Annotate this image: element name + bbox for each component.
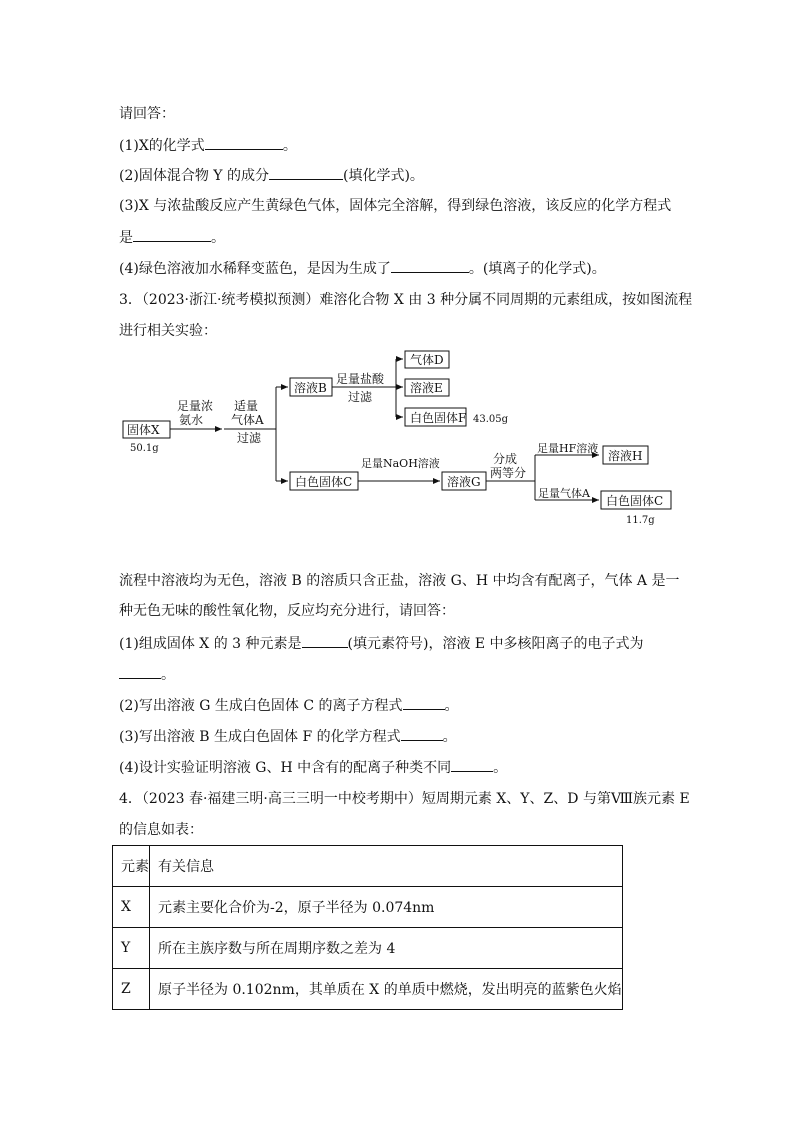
sol-h-label: 溶液H: [608, 449, 643, 463]
answer-blank[interactable]: [451, 757, 493, 772]
table-header-element: 元素: [113, 846, 150, 887]
q2-part3-cont: 是 。: [119, 227, 225, 248]
gas-a-label-2: 气体A: [231, 413, 264, 427]
filter-label-1: 过滤: [237, 431, 262, 445]
hcl-label: 足量盐酸: [336, 372, 385, 386]
table-cell-element: X: [113, 887, 150, 928]
q3-heading: 3．（2023·浙江·统考模拟预测）难溶化合物 X 由 3 种分属不同周期的元素组成，按如图流程: [119, 292, 693, 308]
sol-g-label: 溶液G: [447, 475, 481, 489]
q2-intro: 请回答：: [119, 106, 175, 122]
sol-e-label: 溶液E: [410, 381, 443, 395]
gas-a-label-3: 足量气体A: [538, 487, 590, 500]
answer-blank[interactable]: [391, 258, 469, 273]
q3-sub2: (2)写出溶液 G 生成白色固体 C 的离子方程式 。: [119, 695, 459, 716]
gas-a-label-1: 适量: [234, 399, 259, 413]
table-header-info: 有关信息: [150, 846, 623, 887]
table-header-row: [113, 846, 623, 887]
flow-diagram: [112, 345, 692, 535]
q4-heading-cont: 的信息如表：: [119, 822, 203, 838]
ammonia-label-2: 氨水: [179, 413, 204, 427]
q4-heading: 4．（2023 春·福建三明·高三三明一中校考期中）短周期元素 X、Y、Z、D 与第Ⅷ族元素 E: [119, 791, 690, 807]
table-cell-element: Z: [113, 969, 150, 1010]
answer-blank[interactable]: [133, 227, 211, 242]
white-f-label: 白色固体F: [410, 411, 467, 425]
q3-sub4: (4)设计实验证明溶液 G、H 中含有的配离子种类不同 。: [119, 757, 507, 778]
table-row: [113, 969, 623, 1010]
ammonia-label-1: 足量浓: [177, 399, 214, 413]
answer-blank[interactable]: [302, 633, 348, 648]
split-label-2: 两等分: [490, 466, 527, 480]
filter-label-2: 过滤: [348, 390, 373, 404]
q2-part1: (1)X的化学式 。: [119, 135, 297, 156]
split-label-1: 分成: [493, 452, 518, 466]
table-cell-element: Y: [113, 928, 150, 969]
answer-blank[interactable]: [401, 726, 443, 741]
answer-blank[interactable]: [403, 695, 445, 710]
q3-desc-2: 种无色无味的酸性氧化物，反应均充分进行，请回答：: [119, 603, 455, 619]
white-c-label: 白色固体C: [295, 475, 353, 489]
q3-sub3: (3)写出溶液 B 生成白色固体 F 的化学方程式 。: [119, 726, 457, 747]
table-cell-info: 元素主要化合价为-2，原子半径为 0.074nm: [150, 887, 623, 928]
element-info-table: [112, 845, 623, 1010]
q3-sub1-cont: 。: [119, 664, 175, 685]
answer-blank[interactable]: [269, 165, 343, 180]
table-row: [113, 887, 623, 928]
gas-d-label: 气体D: [410, 353, 444, 367]
naoh-label: 足量NaOH溶液: [361, 457, 440, 470]
answer-blank[interactable]: [205, 135, 283, 150]
q2-part4: (4)绿色溶液加水稀释变蓝色，是因为生成了 。(填离子的化学式)。: [119, 258, 606, 279]
white-c2-label: 白色固体C: [606, 494, 664, 508]
q3-heading-cont: 进行相关实验：: [119, 323, 217, 339]
hf-label: 足量HF溶液: [537, 442, 599, 455]
white-c2-mass: 11.7g: [626, 515, 655, 526]
solid-x-label: 固体X: [127, 423, 160, 437]
q3-sub1: (1)组成固体 X 的 3 种元素是 (填元素符号)，溶液 E 中多核阳离子的电子式为: [119, 633, 644, 654]
sol-b-label: 溶液B: [294, 381, 327, 395]
q2-part3: (3)X 与浓盐酸反应产生黄绿色气体，固体完全溶解，得到绿色溶液，该反应的化学方程式: [119, 198, 672, 214]
table-cell-info: 所在主族序数与所在周期序数之差为 4: [150, 928, 623, 969]
answer-blank[interactable]: [119, 664, 161, 679]
q3-desc-1: 流程中溶液均为无色，溶液 B 的溶质只含正盐，溶液 G、H 中均含有配离子，气体 A 是一: [119, 573, 680, 589]
solid-x-mass: 50.1g: [130, 443, 159, 454]
white-f-mass: 43.05g: [473, 414, 509, 425]
table-cell-info: 原子半径为 0.102nm，其单质在 X 的单质中燃烧，发出明亮的蓝紫色火焰: [150, 969, 623, 1010]
q2-part2: (2)固体混合物 Y 的成分 (填化学式)。: [119, 165, 424, 186]
table-row: [113, 928, 623, 969]
